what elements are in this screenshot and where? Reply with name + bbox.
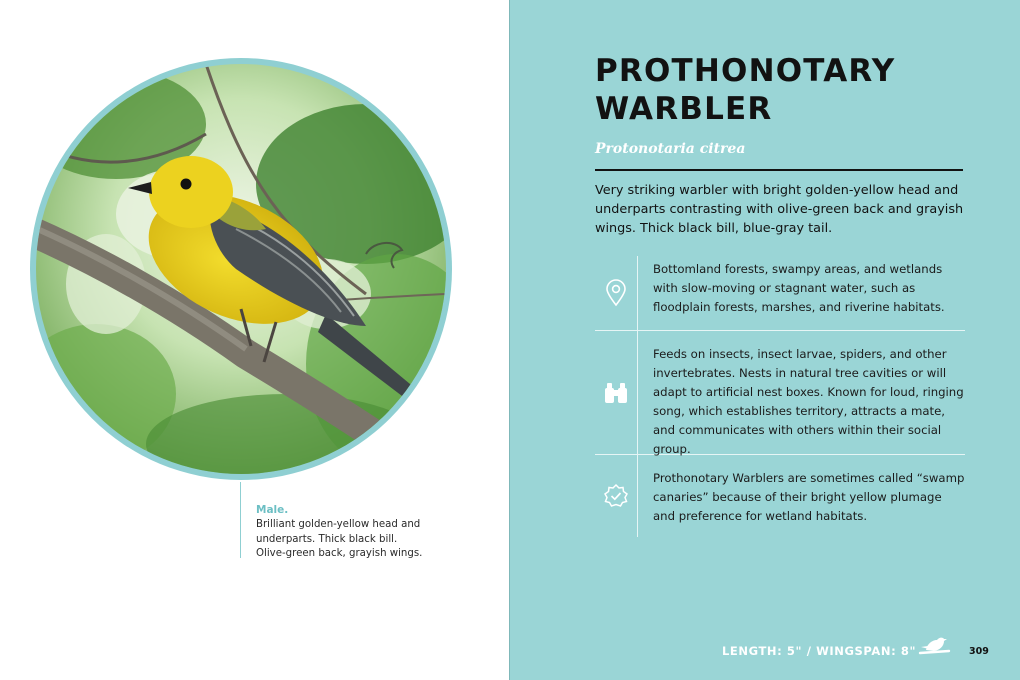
- bird-photo: [36, 64, 446, 474]
- fact-trivia: [595, 455, 965, 537]
- facts-list: [595, 256, 965, 537]
- species-description: Very striking warbler with bright golden-yellow head and underparts contrasting with olive-green back and grayish wings. Thick black bill, blue-gray tail.: [595, 183, 964, 236]
- binoculars-icon: [602, 380, 630, 406]
- badge-check-icon: [603, 483, 629, 509]
- caption-text: Brilliant golden-yellow head and underparts. Thick black bill. Olive-green back, grayish wings.: [256, 519, 423, 559]
- fact-behavior-text: Feeds on insects, insect larvae, spiders, and other invertebrates. Nests in natural tree cavities or will adapt to artificial nest boxes. Known for loud, ringing song, which establishes territory, attracts a mate, and communicates with others within their social group.: [653, 347, 964, 456]
- photo-caption: [256, 504, 426, 562]
- location-pin-icon: [603, 279, 629, 307]
- species-scientific-name: Protonotaria citrea: [595, 141, 746, 157]
- fact-trivia-text: Prothonotary Warblers are sometimes called “swamp canaries” because of their bright yellow plumage and preference for wetland habitats.: [653, 471, 965, 523]
- caption-rule: [240, 482, 241, 558]
- fact-behavior: [595, 331, 965, 454]
- title-divider: [595, 169, 963, 171]
- page-number: 309: [969, 646, 989, 657]
- species-common-name: PROTHONOTARY WARBLER: [595, 53, 896, 127]
- caption-title: Male.: [256, 504, 289, 516]
- fact-habitat: [595, 256, 965, 330]
- length-wingspan: LENGTH: 5" / WINGSPAN: 8": [722, 644, 917, 658]
- fact-habitat-text: Bottomland forests, swampy areas, and wetlands with slow-moving or stagnant water, such as floodplain forests, marshes, and riverine habitats.: [653, 262, 945, 314]
- perched-bird-icon: [916, 634, 952, 658]
